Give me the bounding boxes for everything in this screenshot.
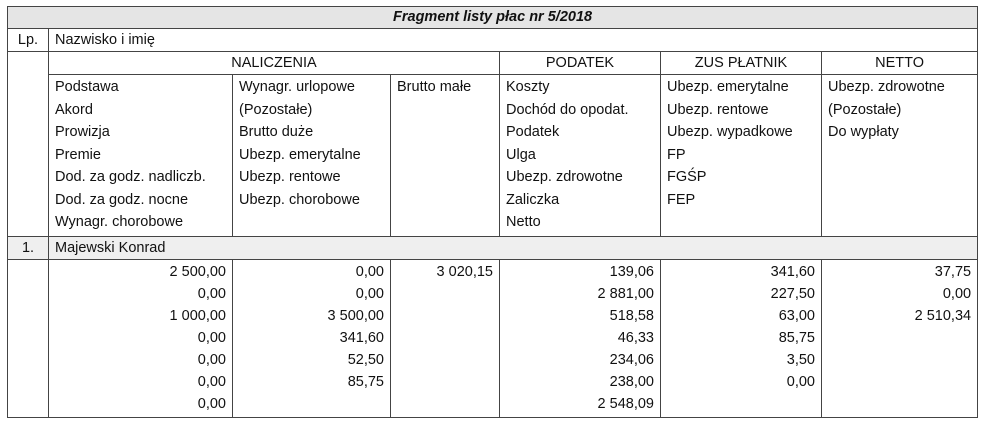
- naliczenia-1-labels-item: Dod. za godz. nocne: [55, 191, 189, 208]
- podatek-labels-item: Ubezp. zdrowotne: [506, 169, 623, 185]
- podatek-values-item: 518,58: [609, 307, 654, 324]
- employee-lp: 1.: [8, 236, 49, 259]
- zus-platnik-values-item: 227,50: [770, 285, 815, 302]
- naliczenia-2-labels-item: Ubezp. rentowe: [239, 169, 341, 185]
- podatek-values: [500, 259, 661, 417]
- podatek-labels-item: Podatek: [506, 124, 560, 140]
- zus-platnik-values-item: 3,50: [786, 351, 815, 368]
- table-row: [8, 236, 978, 259]
- naliczenia-2-values-item: 0,00: [355, 263, 384, 280]
- netto-values-item: 37,75: [934, 263, 972, 280]
- naliczenia-1-labels-item: Wynagr. chorobowe: [55, 214, 184, 230]
- podatek-values-item: 46,33: [617, 329, 654, 346]
- podatek-values-item: 2 881,00: [597, 285, 654, 302]
- naliczenia-2-values-item: 85,75: [347, 373, 384, 390]
- netto-labels-item: Do wypłaty: [828, 124, 899, 140]
- zus-platnik-labels-item: FEP: [667, 191, 696, 208]
- naliczenia-2-labels-item: Brutto duże: [239, 124, 314, 140]
- podatek-labels-item: Dochód do opodat.: [506, 101, 629, 118]
- naliczenia-2-labels-item: Ubezp. chorobowe: [239, 191, 360, 208]
- naliczenia-1-values-item: 0,00: [197, 373, 226, 390]
- naliczenia-1-labels-item: Dod. za godz. nadliczb.: [55, 169, 206, 185]
- naliczenia-2-labels-item: Wynagr. urlopowe: [239, 79, 355, 95]
- employee-name: Majewski Konrad: [49, 236, 978, 259]
- naliczenia-3-values: [391, 259, 500, 417]
- naliczenia-2-values-item: 3 500,00: [327, 307, 384, 324]
- naliczenia-2-values-item: 52,50: [347, 351, 384, 368]
- podatek-values-item: 139,06: [609, 263, 654, 280]
- zus-platnik-values-item: 85,75: [778, 329, 815, 346]
- podatek-values-item: 238,00: [609, 373, 654, 390]
- lp-spacer: [8, 52, 49, 237]
- zus-platnik-values-item: 341,60: [770, 263, 815, 280]
- naliczenia-2-values-item: 0,00: [355, 285, 384, 302]
- naliczenia-1-values-item: 0,00: [197, 351, 226, 368]
- zus-platnik-values: [661, 259, 822, 417]
- zus-platnik-values-item: 0,00: [786, 373, 815, 390]
- naliczenia-2-labels: [233, 75, 391, 237]
- naliczenia-3-labels: [391, 75, 500, 237]
- naliczenia-2-values: [233, 259, 391, 417]
- naliczenia-3-labels-item: Brutto małe: [397, 79, 472, 95]
- zus-platnik-labels-item: Ubezp. rentowe: [667, 101, 769, 118]
- naliczenia-1-labels-item: Podstawa: [55, 79, 119, 95]
- zus-platnik-labels-item: FGŚP: [667, 169, 707, 185]
- podatek-labels-item: Zaliczka: [506, 191, 560, 208]
- podatek-values-item: 234,06: [609, 351, 654, 368]
- podatek-labels: [500, 75, 661, 237]
- podatek-labels-item: Ulga: [506, 146, 536, 163]
- naliczenia-1-labels: [49, 75, 233, 237]
- naliczenia-1-labels-item: Prowizja: [55, 124, 110, 140]
- naliczenia-1-labels-item: Akord: [55, 101, 93, 118]
- naliczenia-1-values-item: 2 500,00: [169, 263, 226, 280]
- lp-spacer-values: [8, 259, 49, 417]
- netto-values-item: 2 510,34: [914, 307, 972, 324]
- podatek-values-item: 2 548,09: [597, 395, 654, 412]
- naliczenia-1-labels-item: Premie: [55, 146, 101, 163]
- podatek-header: PODATEK: [500, 52, 661, 75]
- lp-header: Lp.: [8, 29, 49, 52]
- payroll-table: [7, 6, 978, 418]
- podatek-labels-item: Koszty: [506, 79, 550, 95]
- naliczenia-1-values-item: 0,00: [197, 395, 226, 412]
- zus-platnik-values-item: 63,00: [778, 307, 815, 324]
- netto-header: NETTO: [822, 52, 978, 75]
- netto-labels-item: (Pozostałe): [828, 101, 902, 118]
- naliczenia-3-values-item: 3 020,15: [436, 263, 493, 280]
- naliczenia-1-values: [49, 259, 233, 417]
- naliczenia-1-values-item: 0,00: [197, 285, 226, 302]
- naliczenia-header: NALICZENIA: [49, 52, 500, 75]
- podatek-labels-item: Netto: [506, 214, 541, 230]
- naliczenia-2-labels-item: (Pozostałe): [239, 101, 313, 118]
- zus-platnik-labels-item: Ubezp. emerytalne: [667, 79, 789, 95]
- netto-labels-item: Ubezp. zdrowotne: [828, 79, 945, 95]
- naliczenia-1-values-item: 1 000,00: [169, 307, 226, 324]
- zus-platnik-header: ZUS PŁATNIK: [661, 52, 822, 75]
- netto-values-item: 0,00: [942, 285, 972, 302]
- naliczenia-2-labels-item: Ubezp. emerytalne: [239, 146, 361, 163]
- zus-platnik-labels-item: Ubezp. wypadkowe: [667, 124, 793, 140]
- zus-platnik-labels-item: FP: [667, 146, 686, 163]
- name-header: Nazwisko i imię: [49, 29, 978, 52]
- table-title: Fragment listy płac nr 5/2018: [8, 7, 978, 29]
- netto-values: [822, 259, 978, 417]
- zus-platnik-labels: [661, 75, 822, 237]
- naliczenia-1-values-item: 0,00: [197, 329, 226, 346]
- netto-labels: [822, 75, 978, 237]
- naliczenia-2-values-item: 341,60: [339, 329, 384, 346]
